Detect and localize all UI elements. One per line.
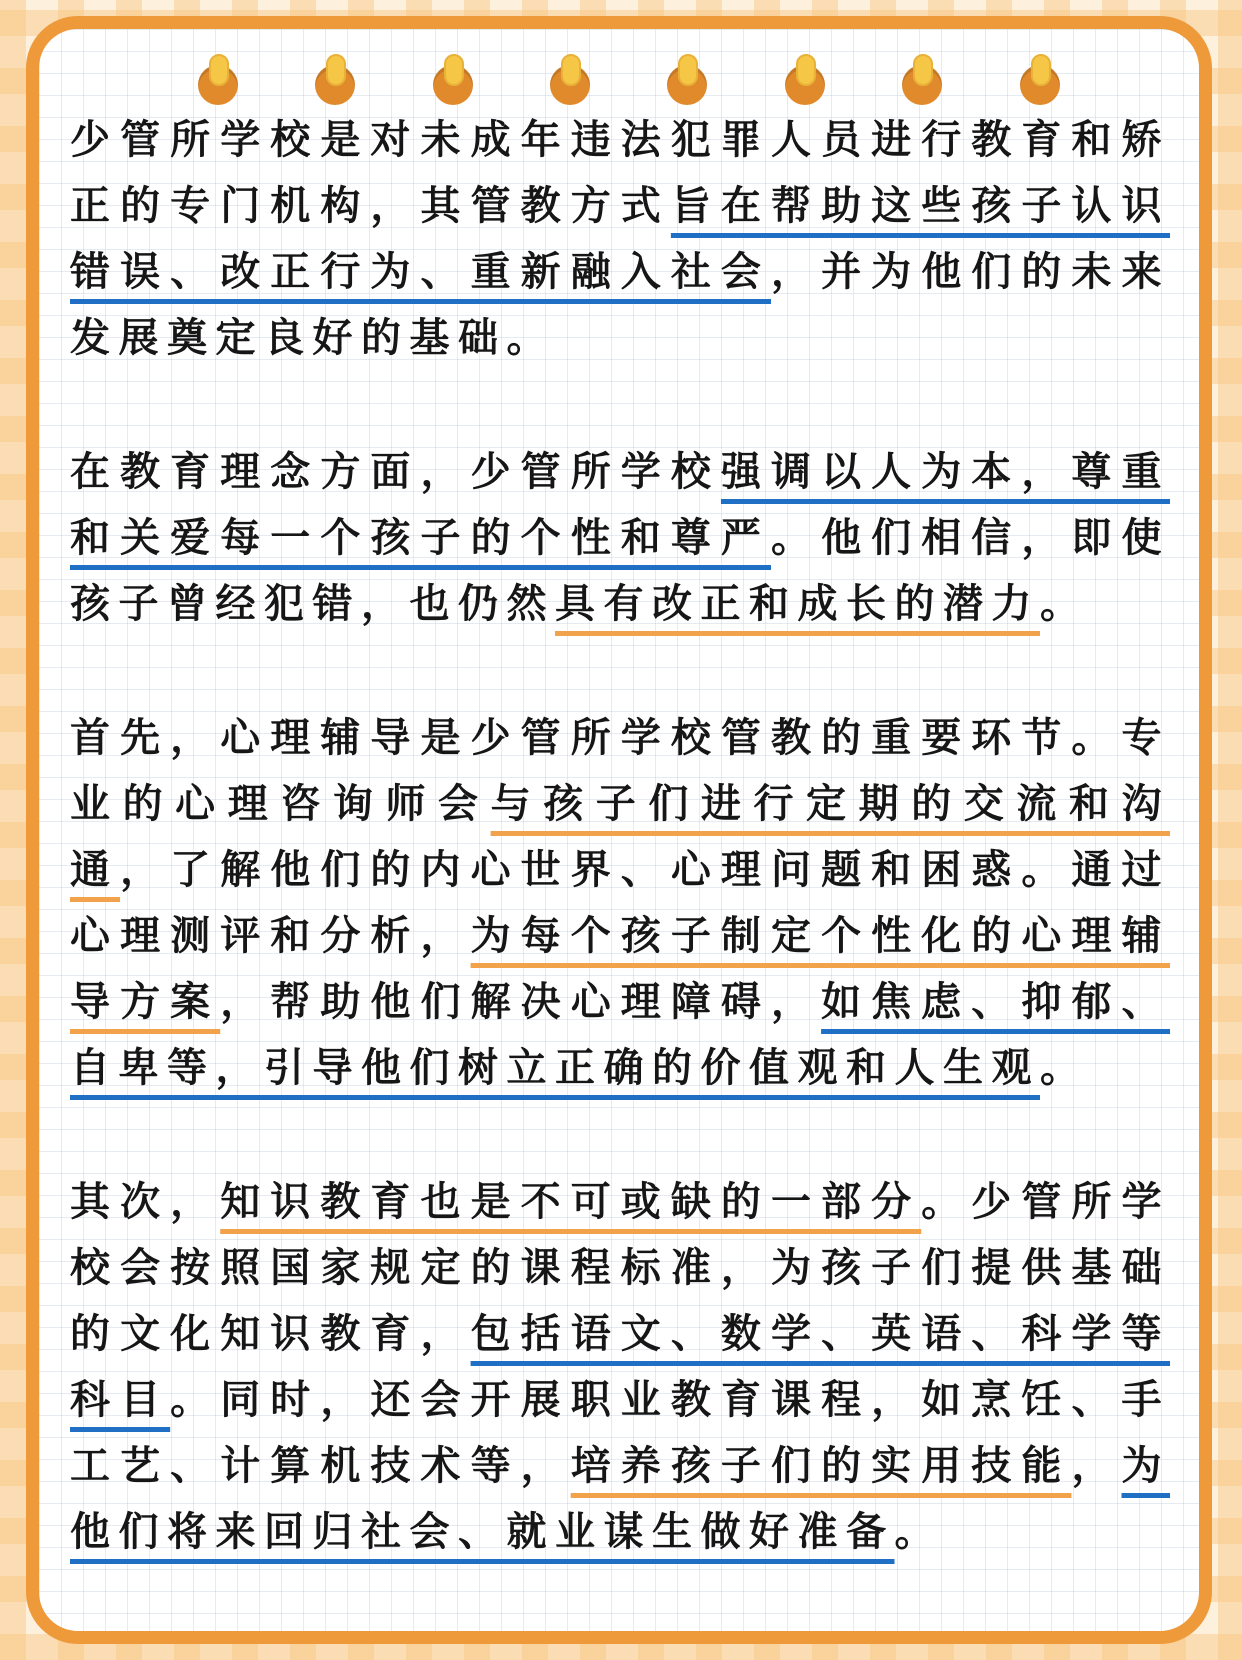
highlight-blue: 强调以人为本，尊重和关爱每一个孩子的个性和尊严: [70, 449, 1171, 561]
highlight-orange: 知识教育也是不可或缺的一部分: [220, 1179, 922, 1225]
paragraph: [70, 705, 1170, 1101]
text-segment: 。: [1040, 581, 1089, 627]
text-segment: ，: [1071, 1443, 1122, 1489]
highlight-orange: 培养孩子们的实用技能: [570, 1443, 1072, 1489]
highlight-orange: 为每个孩子制定个性化的心理辅导方案: [70, 913, 1171, 1025]
text-segment: ，帮助他们解决心理障碍，: [220, 979, 822, 1025]
highlight-orange: 具有改正和成长的潜力: [555, 581, 1040, 627]
text-segment: 其次，: [70, 1179, 221, 1225]
highlight-blue: 旨在帮助这些孩子认识错误、改正行为、重新融入社会: [70, 183, 1171, 295]
highlight-blue: 如焦虑、抑郁、自卑等，引导他们树立正确的价值观和人生观: [70, 979, 1171, 1091]
text-segment: 首先，心理辅导是少管所学校管教的重要环节。专业的心理咨询师会: [70, 715, 1170, 827]
paragraph: [70, 1169, 1170, 1565]
highlight-blue: 为他们将来回归社会、就业谋生做好准备: [70, 1443, 1171, 1555]
text-segment: 。他们相信，即使孩子曾经犯错，也仍然: [70, 515, 1170, 627]
text-segment: 在教育理念方面，少管所学校: [70, 449, 721, 495]
text-segment: 。: [894, 1509, 943, 1555]
text-segment: 。少管所学校会按照国家规定的课程标准，为孩子们提供基础的文化知识教育，: [70, 1179, 1171, 1357]
text-segment: ，了解他们的内心世界、心理问题和困惑。通过心理测评和分析，: [70, 847, 1171, 959]
text-segment: 。同时，还会开展职业教育课程，如烹饪、手工艺、计算机技术等，: [70, 1377, 1171, 1489]
paragraph: [70, 107, 1170, 371]
highlight-orange: 与孩子们进行定期的交流和沟通: [70, 781, 1171, 893]
text-segment: ，并为他们的未来发展奠定良好的基础。: [70, 249, 1170, 361]
text-segment: 少管所学校是对未成年违法犯罪人员进行教育和矫正的专门机构，其管教方式: [70, 117, 1170, 229]
paragraph: [70, 439, 1170, 637]
highlight-blue: 包括语文、数学、英语、科学等科目: [70, 1311, 1171, 1423]
text-segment: 。: [1040, 1045, 1089, 1091]
article-body: [70, 107, 1170, 1565]
